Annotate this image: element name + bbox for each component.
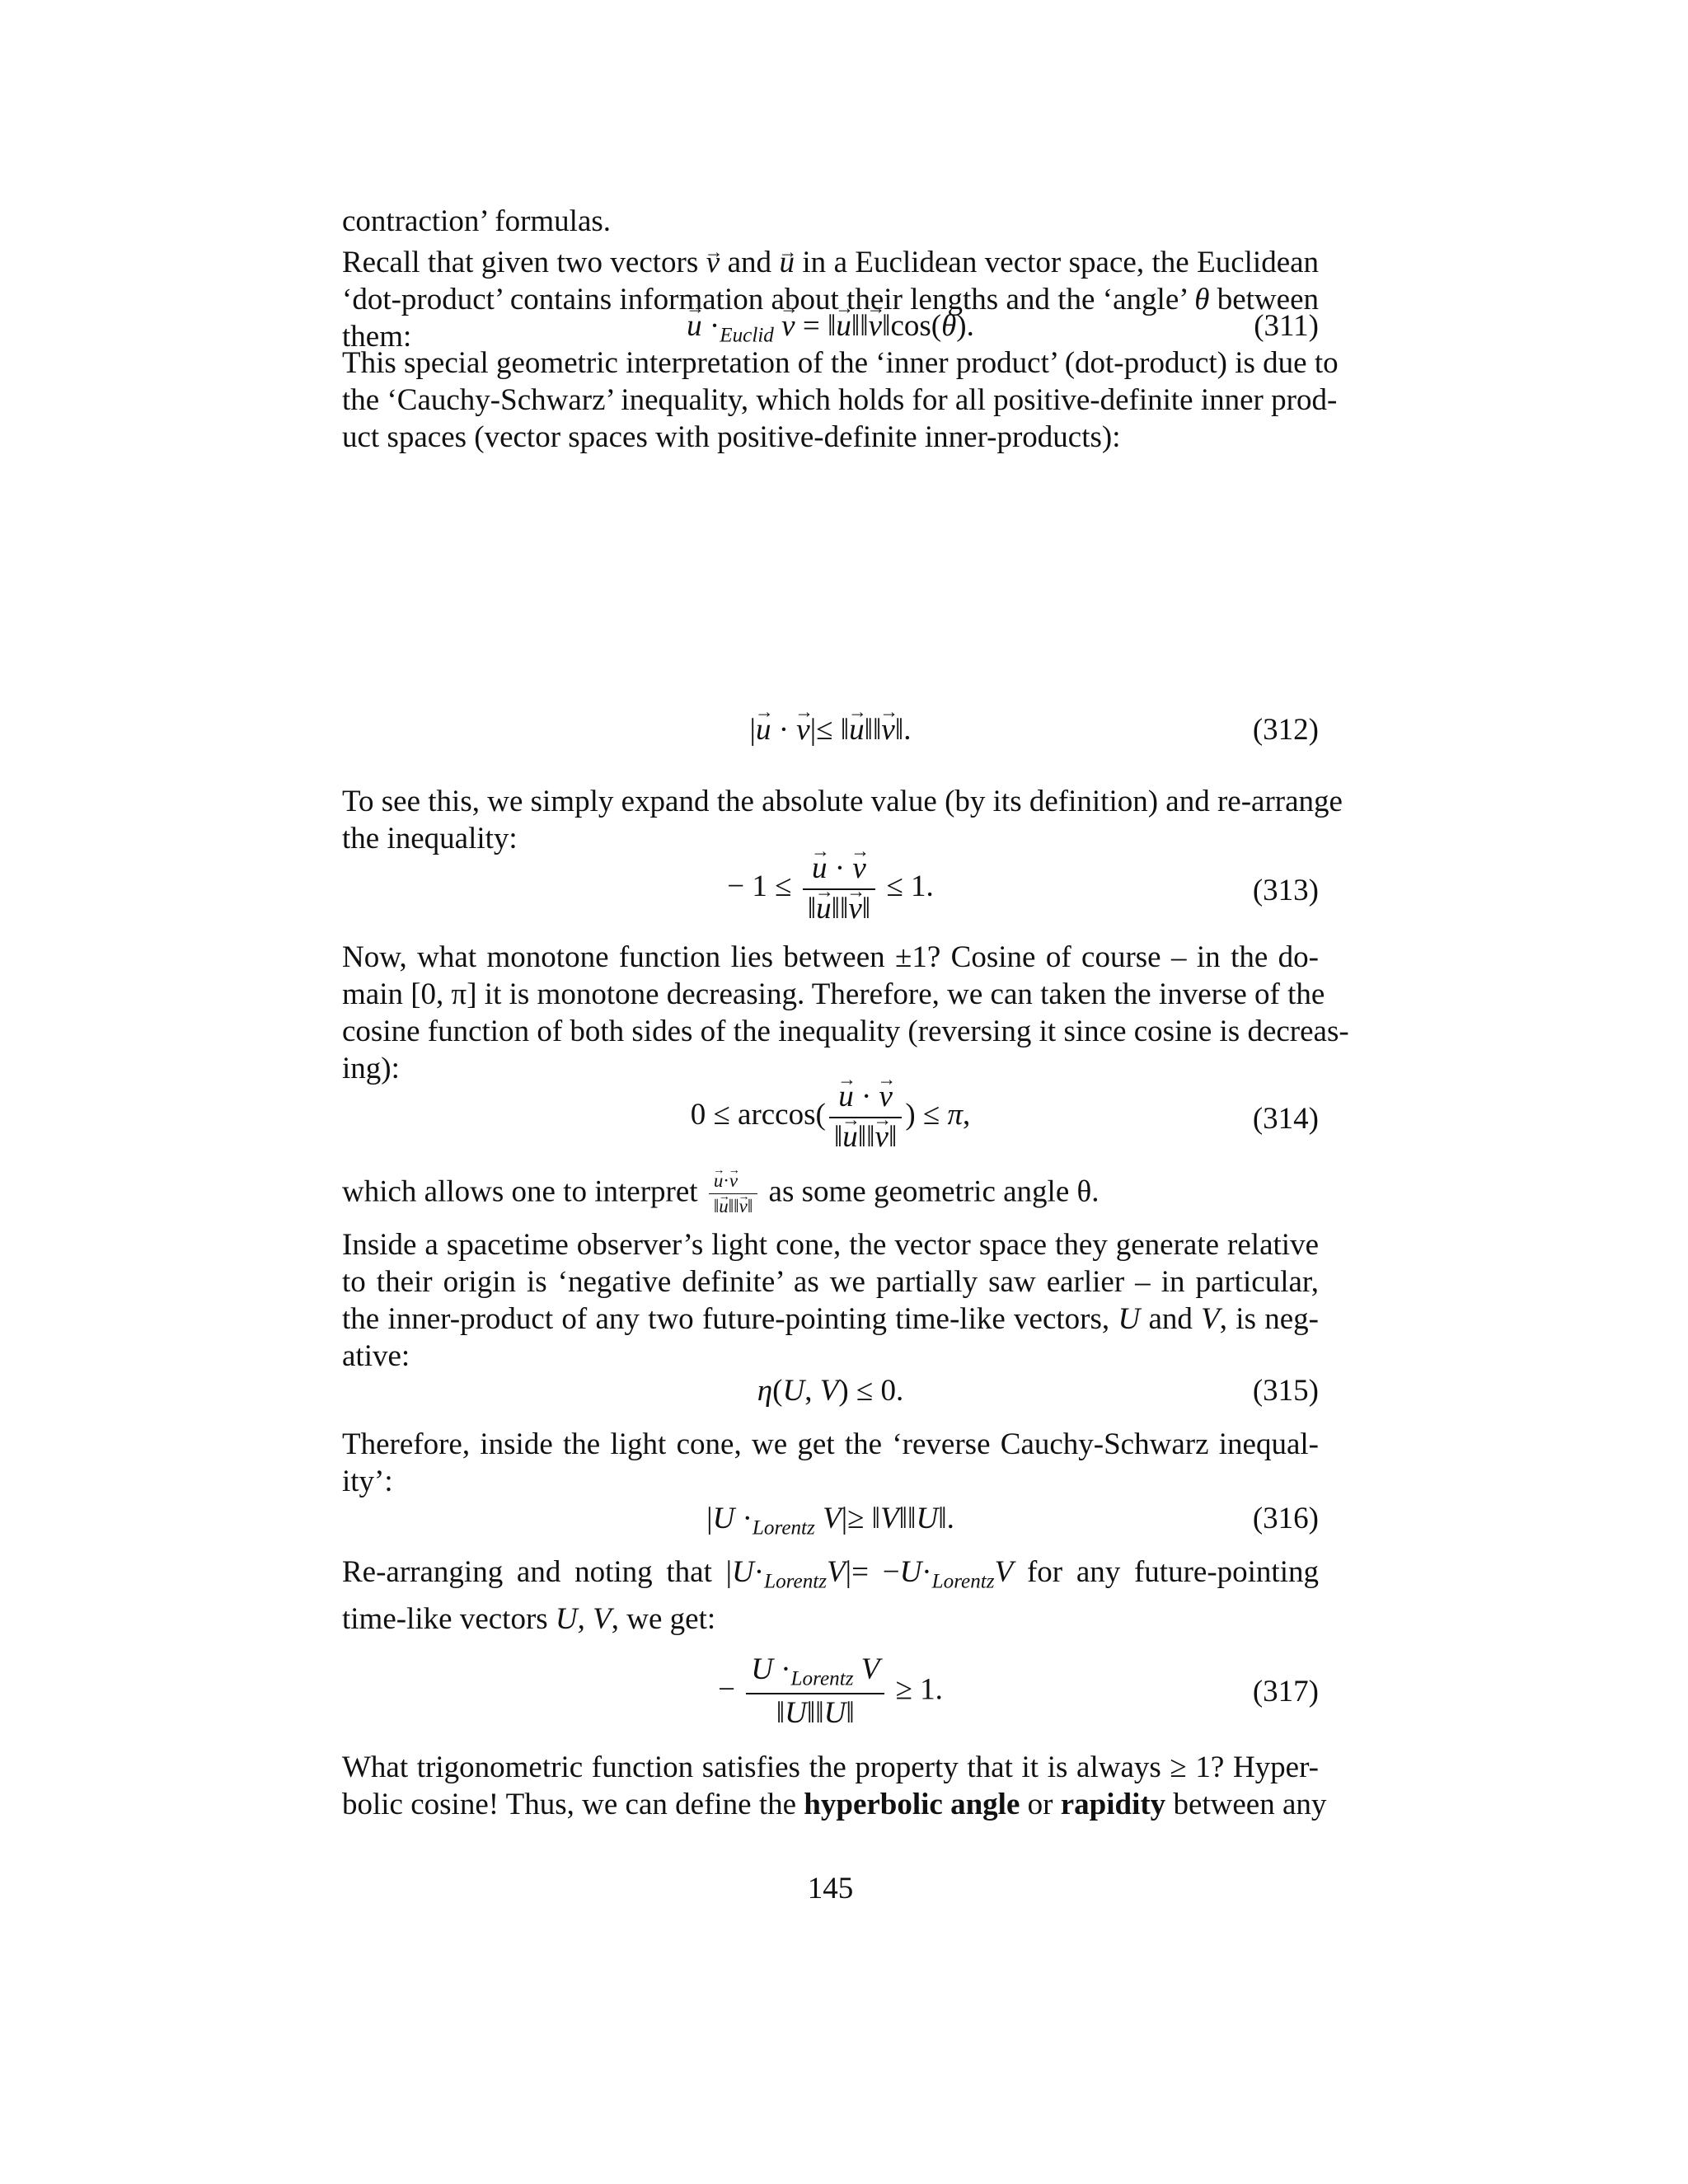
text-line: Now, what monotone function lies between ±1? Cosine of course – in the do- [342, 940, 1319, 974]
text-line: the inner-product of any two future-pointing time-like vectors, U and V, is neg- [342, 1302, 1320, 1336]
equation-body: 0 ≤ arccos( → $\frac{u \cdot \to v}{‖\to u‖‖\to v‖}$ ) ≤ π, [342, 1080, 1319, 1155]
text-line: ‘dot-product’ contains information about their lengths and the ‘angle’ θ between [342, 283, 1320, 316]
equation-number: (316) [1252, 1502, 1319, 1535]
text-line: to their origin is ‘negative definite’ as we partially saw earlier – in particular, [342, 1265, 1319, 1299]
text-line: Inside a spacetime observer’s light cone, the vector space they generate relative [342, 1228, 1319, 1262]
paragraph-to-see-this [342, 783, 1343, 857]
equation-number: (311) [1254, 309, 1319, 343]
paragraph-light-cone [342, 1226, 1319, 1375]
text-line: contraction’ formulas. [342, 204, 612, 238]
text-line: What trigonometric function satisfies the property that it is always ≥ 1? Hyper- [342, 1750, 1319, 1784]
text-line: them: [342, 320, 412, 354]
equation-number: (315) [1252, 1374, 1319, 1408]
text-line: bolic cosine! Thus, we can define the hyperbolic angle or rapidity between any [342, 1788, 1327, 1821]
term-rapidity: rapidity [1060, 1788, 1166, 1821]
text-line: Re-arranging and noting that $|U\cdot_{Lorentz}V|= -U\cdot_{Lorentz}V$ for any future-pointing [342, 1555, 1319, 1593]
paragraph-interpret [342, 1170, 1319, 1218]
paragraph-continuation [342, 203, 1319, 240]
term-hyperbolic-angle: hyperbolic angle [804, 1788, 1020, 1821]
text-line: time-like vectors U, V, we get: [342, 1601, 716, 1636]
text-line: cosine function of both sides of the inequality (reversing it since cosine is decreas- [342, 1015, 1349, 1048]
equation-body: − $\frac{U \cdot_{Lorentz} V}{‖U‖‖U‖}$ ≥ 1. [718, 1652, 943, 1731]
equation-315 [342, 1373, 1319, 1422]
equation-body: − 1 ≤ → $\frac{u \cdot \to v}{‖\to u‖‖\to v‖}$ ≤ 1. [342, 851, 1319, 926]
equation-number: (317) [1252, 1675, 1319, 1708]
equation-body: |→ u · → v|≤ ‖→ u‖‖→ v‖. [342, 712, 1319, 748]
paragraph-hyperbolic [342, 1749, 1327, 1823]
text-line: ity’: [342, 1465, 393, 1498]
equation-316 [342, 1501, 1319, 1550]
text-line: Therefore, inside the light cone, we get the ‘reverse Cauchy-Schwarz inequal- [342, 1427, 1319, 1461]
equation-body: → $u \cdot_{Euclid} \to v$ = ‖→ u‖‖→ v‖cos(θ). [342, 308, 1319, 348]
equation-body: $|U \cdot_{Lorentz}$ V|≥ ‖V‖‖U‖. [706, 1502, 954, 1540]
equation-314 [342, 1080, 1319, 1162]
text-line: the inequality: [342, 822, 518, 855]
paragraph-monotone [342, 939, 1349, 1087]
equation-317 [342, 1652, 1319, 1735]
text-line: ative: [342, 1339, 410, 1373]
paragraph-rearranging [342, 1554, 1319, 1638]
text-line: Recall that given two vectors → v and → u in a Euclidean vector space, the Euclidean [342, 244, 1319, 281]
paragraph-cauchy-schwarz [342, 344, 1339, 456]
text-line: which allows one to interpret → $\frac{u\cdot\to v}{‖\to u‖‖\to v‖}$ as some geometric angle θ. [342, 1170, 1319, 1218]
equation-313 [342, 851, 1319, 934]
equation-number: (314) [1252, 1102, 1319, 1136]
page-number: 145 [807, 1872, 854, 1905]
text-line: This special geometric interpretation of the ‘inner product’ (dot-product) is due to [342, 346, 1339, 380]
equation-number: (312) [1252, 713, 1319, 747]
equation-number: (313) [1252, 874, 1319, 907]
text-line: ing): [342, 1052, 400, 1085]
text-line: the ‘Cauchy-Schwarz’ inequality, which holds for all positive-definite inner prod- [342, 383, 1338, 417]
text-line: uct spaces (vector spaces with positive-definite inner-products): [342, 420, 1121, 454]
text-line: To see this, we simply expand the absolute value (by its definition) and re-arrange [342, 785, 1343, 818]
paragraph-reverse [342, 1426, 1319, 1500]
equation-body: η(U, V) ≤ 0. [757, 1374, 904, 1408]
text-line: main [0, π] it is monotone decreasing. Therefore, we can taken the inverse of the [342, 977, 1325, 1011]
equation-312 [342, 712, 1319, 762]
paper-page [342, 0, 1349, 2184]
